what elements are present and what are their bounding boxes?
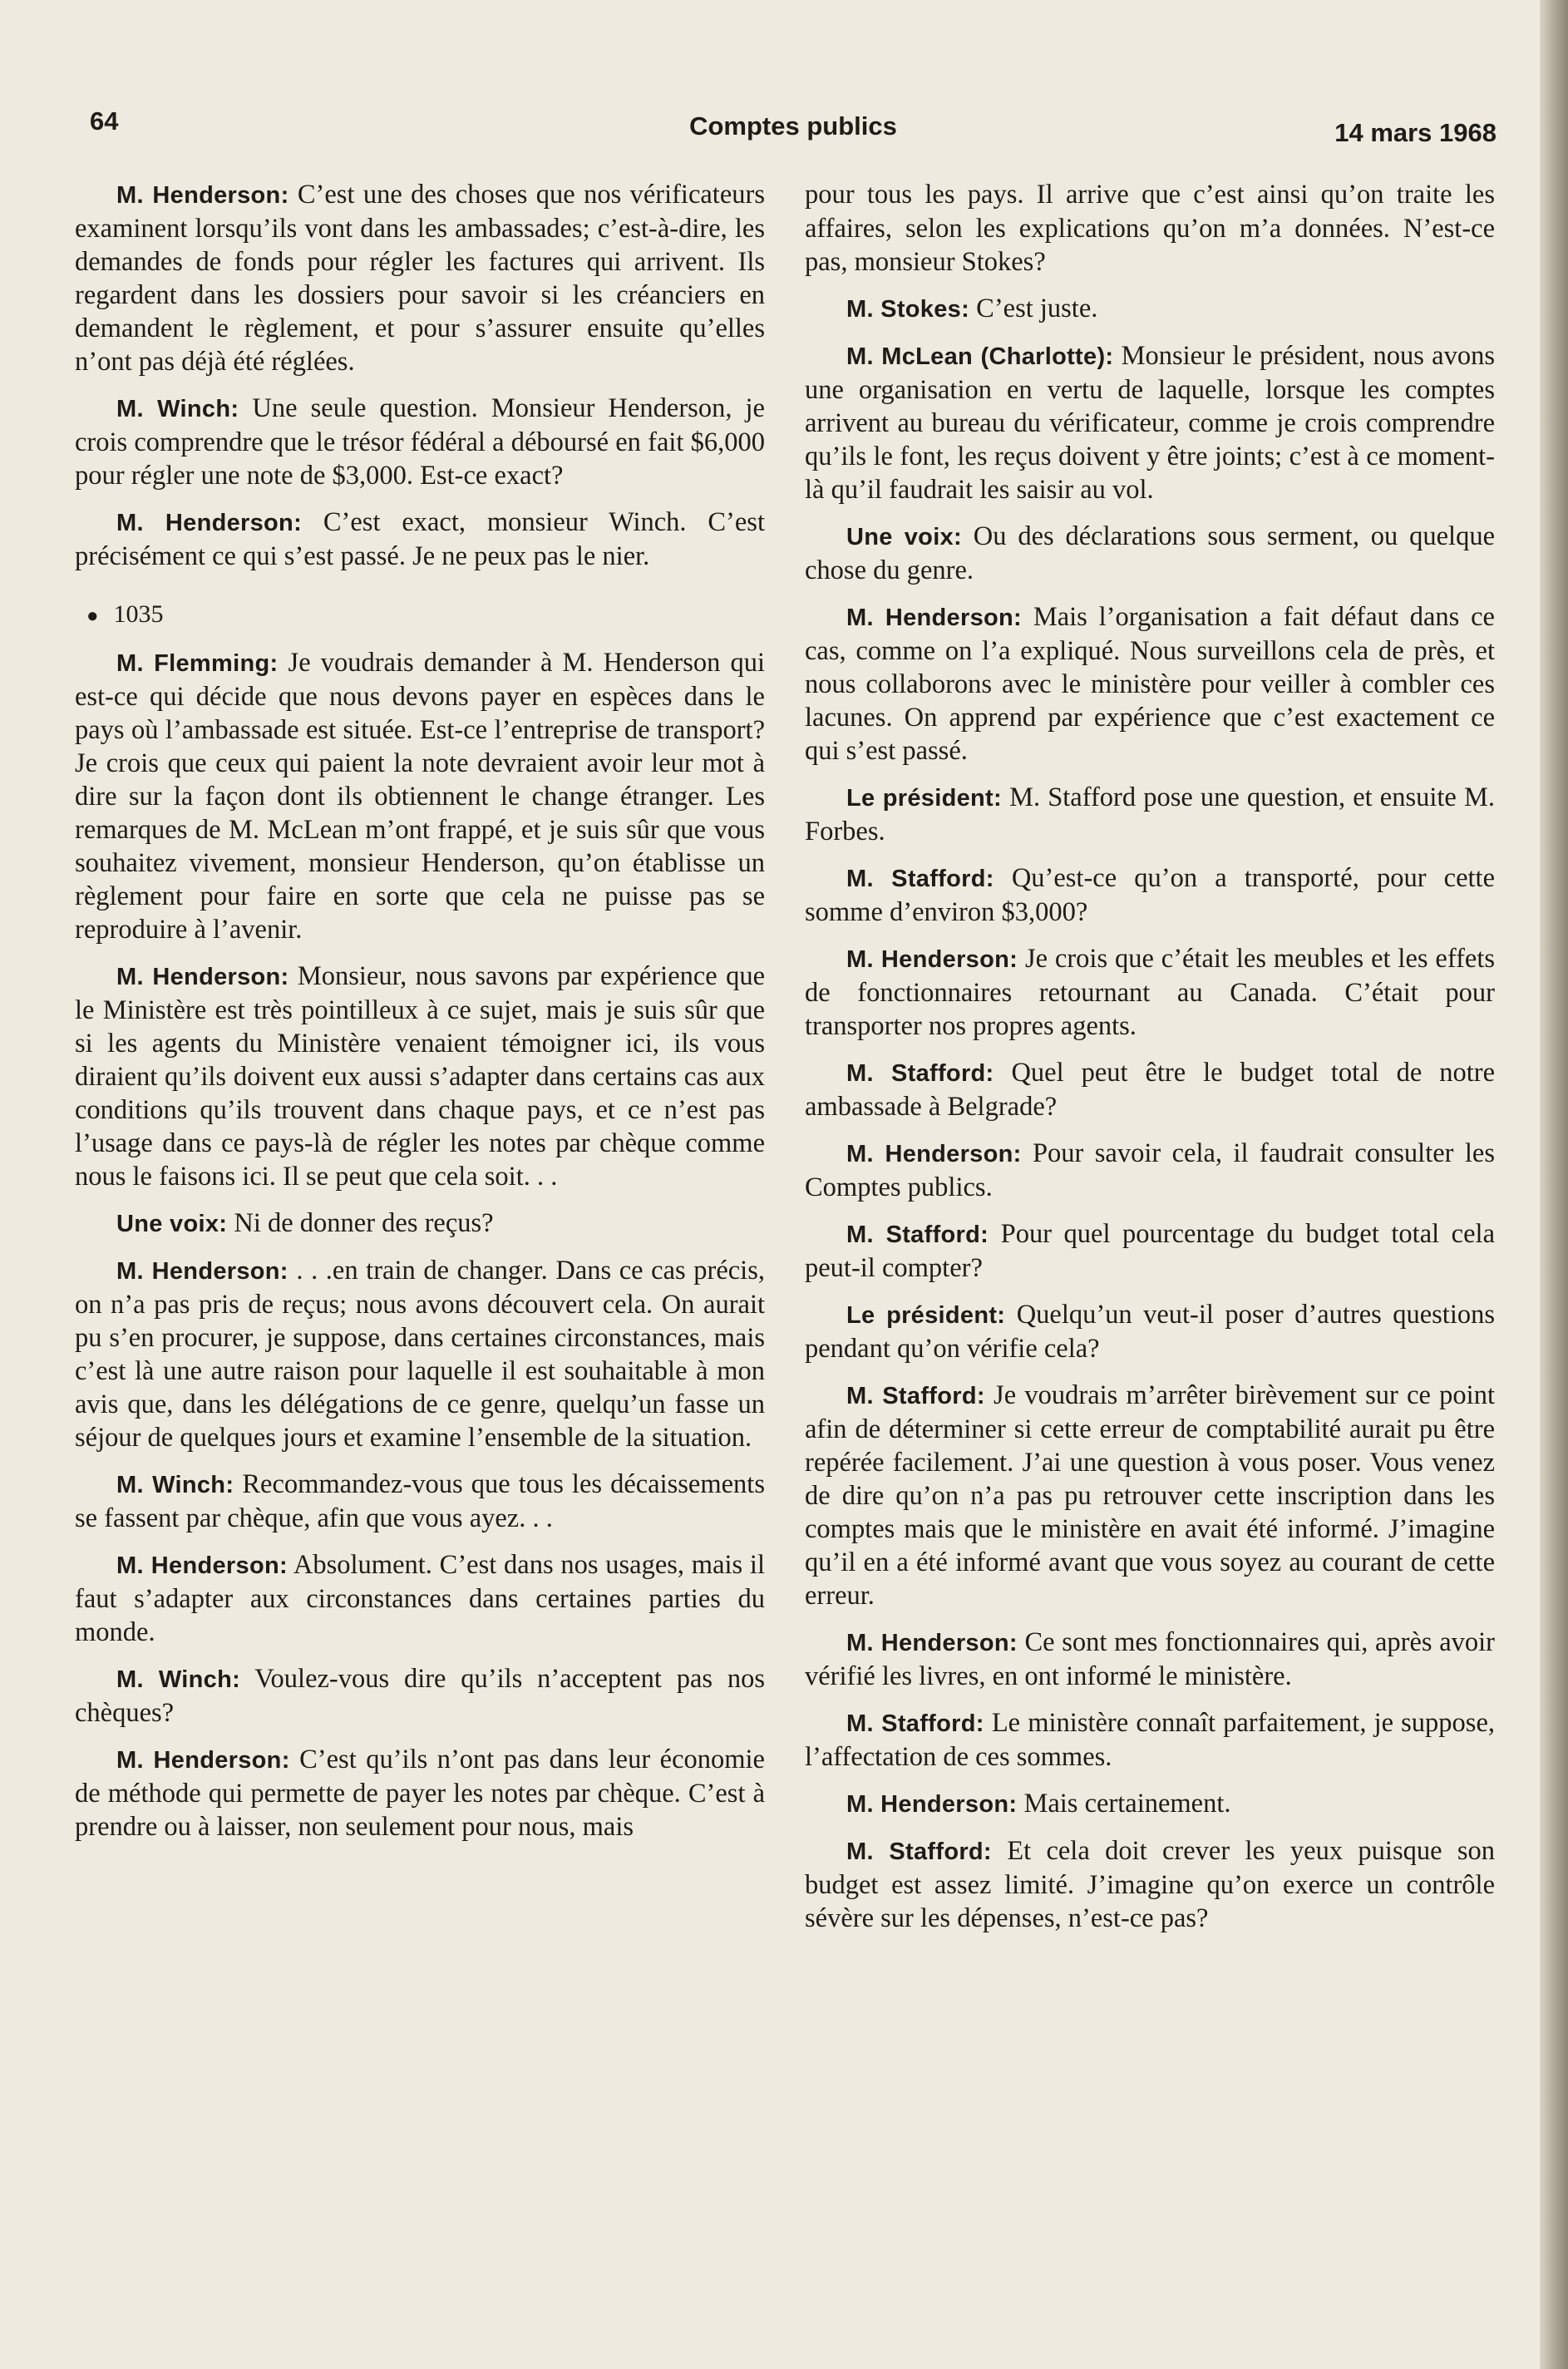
paragraph <box>75 1468 765 1535</box>
speaker-name: Le président: <box>846 1302 1006 1329</box>
speech-text: Recommandez-vous que tous les décaissements se fassent par chèque, afin que vous ayez. . . <box>75 1469 765 1533</box>
time-marker-number: 1035 <box>113 600 164 628</box>
left-column <box>75 178 765 1857</box>
paragraph <box>75 1207 765 1241</box>
speaker-name: Le président: <box>846 785 1002 812</box>
paragraph <box>805 1298 1495 1365</box>
speaker-name: M. Stafford: <box>846 1383 985 1409</box>
speech-text: Quel peut être le budget total de notre ambassade à Belgrade? <box>805 1058 1496 1122</box>
speech-text: Pour savoir cela, il faudrait consulter les Comptes publics. <box>805 1138 1495 1202</box>
speaker-name: M. Henderson: <box>116 964 289 990</box>
paragraph <box>805 1834 1495 1935</box>
speaker-name: M. Stafford: <box>846 1710 984 1737</box>
speaker-name: M. Winch: <box>116 396 239 422</box>
speaker-name: M. Henderson: <box>116 510 303 536</box>
paragraph-continuation <box>805 178 1495 279</box>
speech-text: Ce sont mes fonctionnaires qui, après avoir vérifié les livres, en ont informé le ministère. <box>805 1627 1495 1691</box>
speech-text: Le ministère connaît parfaitement, je suppose, l’affectation de ces sommes. <box>805 1708 1496 1772</box>
bullet-icon: ● <box>86 605 99 627</box>
paragraph <box>75 1548 765 1649</box>
speech-text: C’est exact, monsieur Winch. C’est précisément ce qui s’est passé. Je ne peux pas le nier. <box>75 507 765 571</box>
paragraph <box>805 781 1495 848</box>
paragraph <box>805 1706 1495 1774</box>
speaker-name: M. Flemming: <box>116 650 279 677</box>
paragraph <box>805 520 1495 587</box>
paragraph <box>75 646 765 946</box>
paragraph <box>805 942 1495 1043</box>
paragraph <box>75 392 765 492</box>
speech-text: Je voudrais demander à M. Henderson qui est-ce qui décide que nous devons payer en espèces dans le pays où l’ambassade est située. Est-ce l’entreprise de transport? Je crois que ceux qui paient la note devraient avoir leur mot à dire sur la façon dont ils obtiennent le change étranger. Les remarques de M. McLean m’ont frappé, et je suis sûr que vous souhaitez vivement, monsieur Henderson, qu’on établisse un règlement pour faire en sorte que cela ne puisse pas se reproduire à l’avenir. <box>75 648 765 945</box>
speaker-name: M. Henderson: <box>846 1630 1018 1656</box>
speech-text: Je crois que c’était les meubles et les effets de fonctionnaires retournant au Canada. C’était pour transporter nos propres agents. <box>805 944 1495 1041</box>
paragraph <box>75 1743 765 1843</box>
speaker-name: Une voix: <box>116 1211 228 1237</box>
speech-text: Mais certainement. <box>1017 1789 1231 1819</box>
speaker-name: M. Henderson: <box>846 946 1018 973</box>
paragraph <box>805 1787 1495 1821</box>
speech-text: Je voudrais m’arrêter birèvement sur ce point afin de déterminer si cette erreur de comptabilité aurait pu être repérée facilement. J’ai une question à vous poser. Vous venez de dire qu’on n’a pas pu retrouver cette inscription dans les comptes mais que le ministère en avait été informé. J’imagine qu’il en a été informé avant que vous soyez au courant de cette erreur. <box>805 1380 1495 1611</box>
speaker-name: M. Winch: <box>116 1472 234 1498</box>
speech-text: . . .en train de changer. Dans ce cas précis, on n’a pas pris de reçus; nous avons découvert cela. On aurait pu s’en procurer, je suppose, dans certaines circonstances, mais c’est là une autre raison pour laquelle il est souhaitable à mon avis que, dans les délégations de ce genre, quelqu’un fasse un séjour de quelques jours et examine l’ensemble de la situation. <box>75 1256 765 1453</box>
speaker-name: M. Stafford: <box>846 866 994 892</box>
paragraph <box>805 1217 1495 1285</box>
paragraph <box>75 506 765 573</box>
speaker-name: M. Henderson: <box>846 1791 1018 1818</box>
speech-text: Absolument. C’est dans nos usages, mais il faut s’adapter aux circonstances dans certaines parties du monde. <box>75 1550 765 1647</box>
speaker-name: M. Stafford: <box>846 1060 994 1087</box>
speech-text: Ni de donner des reçus? <box>227 1208 494 1238</box>
speech-text: C’est qu’ils n’ont pas dans leur économie de méthode qui permette de payer les notes par chèque. C’est à prendre ou à laisser, non seulement pour nous, mais <box>75 1745 765 1842</box>
speech-text: Quelqu’un veut-il poser d’autres questions pendant qu’on vérifie cela? <box>805 1300 1495 1364</box>
paragraph <box>805 1137 1495 1204</box>
speaker-name: M. Stokes: <box>846 296 970 323</box>
speaker-name: M. Stafford: <box>846 1838 992 1865</box>
speaker-name: M. Henderson: <box>116 1747 290 1774</box>
speech-text: Une seule question. Monsieur Henderson, je crois comprendre que le trésor fédéral a déboursé en fait $6,000 pour régler une note de $3,000. Est-ce exact? <box>75 393 765 491</box>
paragraph <box>805 861 1495 929</box>
speech-text: Voulez-vous dire qu’ils n’acceptent pas nos chèques? <box>75 1664 765 1728</box>
header-date: 14 mars 1968 <box>1334 118 1497 147</box>
page-header <box>90 106 1497 156</box>
paragraph <box>75 1254 765 1454</box>
speech-text: Pour quel pourcentage du budget total cela peut-il compter? <box>805 1219 1495 1283</box>
paragraph <box>805 339 1495 506</box>
speaker-name: M. Henderson: <box>846 1141 1022 1167</box>
paragraph <box>75 1662 765 1730</box>
speaker-name: M. McLean (Charlotte): <box>846 343 1114 370</box>
speech-text: Monsieur, nous savons par expérience que le Ministère est très pointilleux à ce sujet, mais je suis sûr que si les agents du Ministère venaient témoigner ici, ils vous diraient qu’ils doivent eux aussi s’adapter dans certains cas aux conditions qu’ils trouvent dans chaque pays, et ce n’est pas l’usage dans ce pays-là de régler les notes par chèque comme nous le faisons ici. Il se peut que cela soit. . . <box>75 961 765 1192</box>
paragraph <box>805 1626 1495 1693</box>
speech-text: C’est juste. <box>969 294 1098 323</box>
speaker-name: M. Henderson: <box>116 182 289 209</box>
speaker-name: M. Winch: <box>116 1666 241 1693</box>
right-column <box>805 178 1495 1948</box>
speech-text: Monsieur le président, nous avons une organisation en vertu de laquelle, lorsque les comptes arrivent au bureau du vérificateur, comme je crois comprendre qu’ils le font, les reçus doivent y être joints; c’est à ce moment-là qu’il faudrait les saisir au vol. <box>805 341 1495 505</box>
paragraph <box>805 292 1495 326</box>
speech-text: Et cela doit crever les yeux puisque son budget est assez limité. J’imagine qu’on exerce un contrôle sévère sur les dépenses, n’est-ce pas? <box>805 1836 1496 1933</box>
paragraph <box>805 1056 1495 1123</box>
running-title: Comptes publics <box>689 111 897 141</box>
page-number: 64 <box>90 106 119 136</box>
page-binding-edge <box>1540 0 1568 2369</box>
speech-text: Ou des déclarations sous serment, ou quelque chose du genre. <box>805 521 1495 585</box>
speech-text: Mais l’organisation a fait défaut dans ce cas, comme on l’a expliqué. Nous surveillons cela de près, et nous collaborons avec le ministère pour veiller à combler ces lacunes. On apprend par expérience que c’est exactement ce qui s’est passé. <box>805 602 1495 766</box>
time-marker <box>75 598 765 633</box>
paragraph <box>75 178 765 378</box>
paragraph <box>805 600 1495 767</box>
speaker-name: M. Henderson: <box>846 605 1022 631</box>
speech-text: C’est une des choses que nos vérificateurs examinent lorsqu’ils vont dans les ambassades; c’est-à-dire, les demandes de fonds pour régler les factures qui arrivent. Ils regardent dans les dossiers pour savoir si les créanciers en demandent le règlement, et pour s’assurer ensuite qu’elles n’ont pas déjà été réglées. <box>75 180 765 377</box>
speaker-name: M. Henderson: <box>116 1552 288 1579</box>
speaker-name: Une voix: <box>846 524 962 550</box>
paragraph <box>805 1379 1495 1612</box>
speaker-name: M. Stafford: <box>846 1222 989 1248</box>
speaker-name: M. Henderson: <box>116 1258 288 1285</box>
paragraph <box>75 960 765 1193</box>
speech-text: Qu’est-ce qu’on a transporté, pour cette somme d’environ $3,000? <box>805 863 1495 927</box>
speech-text: pour tous les pays. Il arrive que c’est ainsi qu’on traite les affaires, selon les explications qu’on m’a données. N’est-ce pas, monsieur Stokes? <box>805 180 1495 277</box>
speech-text: M. Stafford pose une question, et ensuite M. Forbes. <box>805 782 1495 846</box>
